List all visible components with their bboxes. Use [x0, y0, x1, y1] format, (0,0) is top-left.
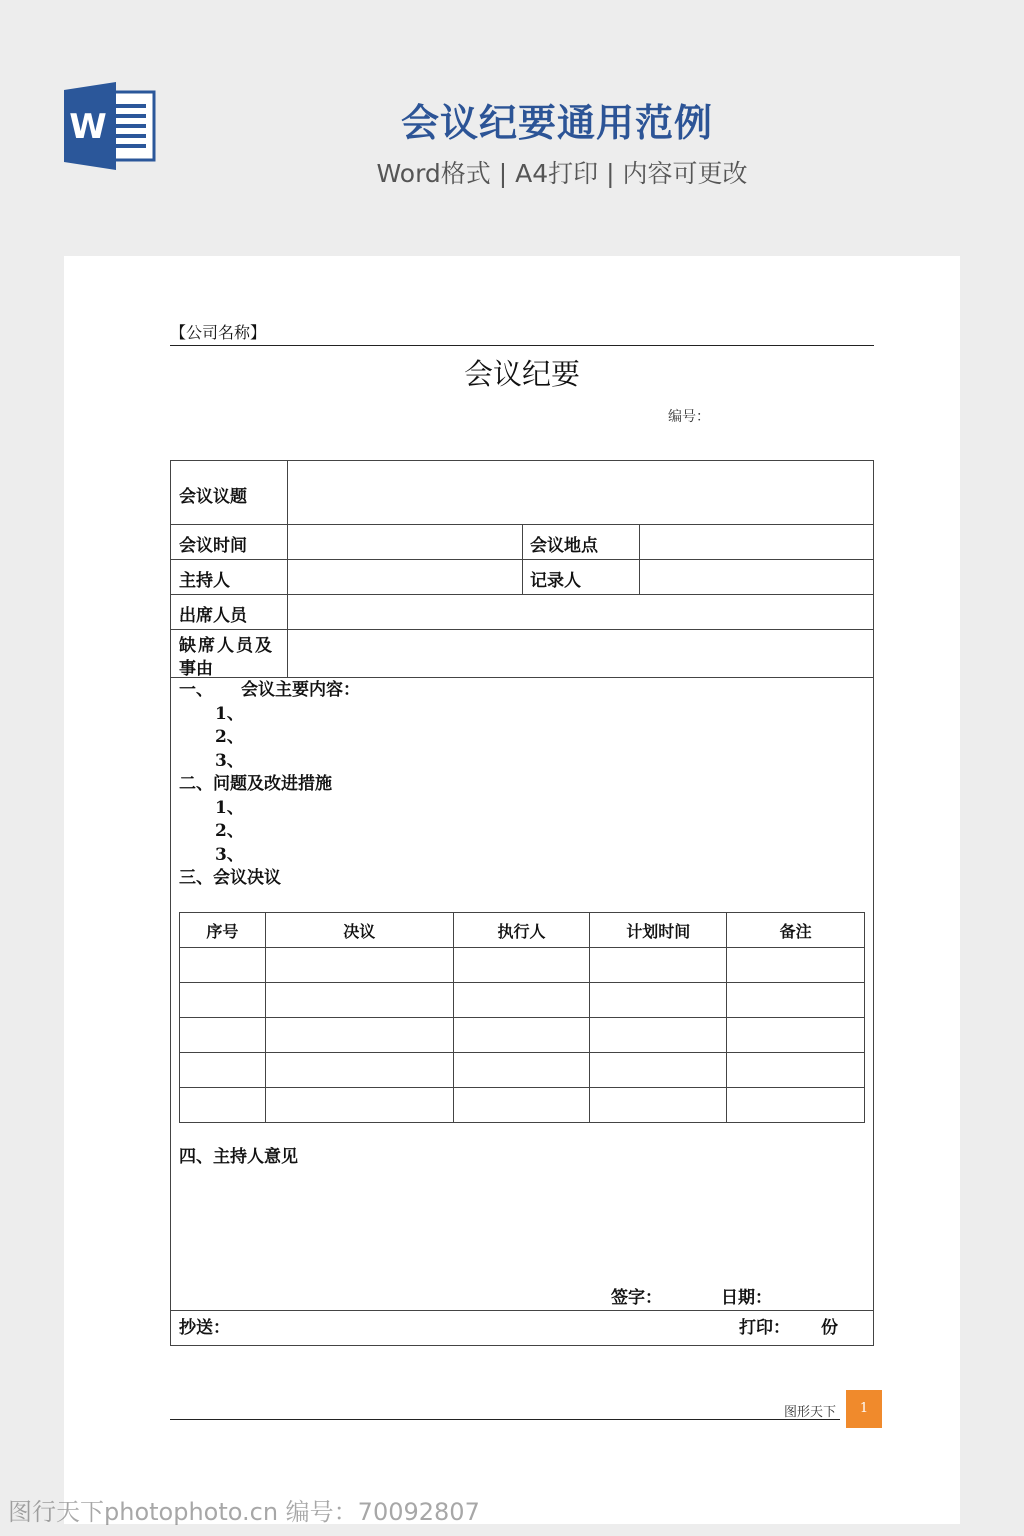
table-cell[interactable] [590, 948, 727, 983]
column-header-decision: 决议 [265, 913, 453, 948]
table-row [180, 1053, 865, 1088]
list-item: 1、 [215, 797, 244, 818]
grid-line [171, 677, 873, 678]
table-cell[interactable] [265, 1018, 453, 1053]
page-number-badge: 1 [846, 1390, 882, 1428]
company-name: 【公司名称】 [170, 323, 267, 342]
document-title: 会议纪要 [463, 357, 580, 391]
grid-line [171, 594, 873, 595]
table-cell[interactable] [180, 1053, 266, 1088]
copies-label: 份 [821, 1318, 838, 1338]
table-row [180, 948, 865, 983]
label-recorder: 记录人 [530, 571, 581, 591]
grid-line [639, 524, 640, 594]
table-cell[interactable] [590, 1053, 727, 1088]
table-cell[interactable] [180, 948, 266, 983]
list-item: 3、 [215, 750, 244, 771]
table-cell[interactable] [453, 1018, 590, 1053]
grid-line [287, 461, 288, 677]
table-cell[interactable] [727, 1018, 865, 1053]
meeting-form [170, 460, 874, 1346]
column-header-remarks: 备注 [727, 913, 865, 948]
table-row [180, 1088, 865, 1123]
column-header-executor: 执行人 [453, 913, 590, 948]
banner-subtitle: Word格式 | A4打印 | 内容可更改 [376, 159, 748, 188]
table-cell[interactable] [453, 983, 590, 1018]
label-attendees: 出席人员 [179, 606, 247, 626]
label-location: 会议地点 [530, 536, 598, 556]
list-item: 1、 [215, 703, 244, 724]
table-cell[interactable] [453, 1088, 590, 1123]
table-cell[interactable] [727, 1088, 865, 1123]
table-cell[interactable] [727, 983, 865, 1018]
section-1-heading: 会议主要内容： [241, 680, 360, 700]
table-cell[interactable] [180, 1018, 266, 1053]
table-cell[interactable] [453, 948, 590, 983]
footer-rule [170, 1419, 840, 1420]
table-cell[interactable] [453, 1053, 590, 1088]
table-cell[interactable] [727, 948, 865, 983]
section-3-heading: 三、会议决议 [179, 868, 281, 888]
table-cell[interactable] [727, 1053, 865, 1088]
column-header-planned-time: 计划时间 [590, 913, 727, 948]
list-item: 2、 [215, 727, 244, 747]
cc-label: 抄送： [179, 1318, 230, 1338]
list-item: 3、 [215, 844, 244, 865]
section-2-heading: 二、问题及改进措施 [179, 774, 332, 794]
signature-label: 签字： [611, 1288, 662, 1308]
label-absentees-reason: 事由 [179, 659, 213, 679]
label-time: 会议时间 [179, 536, 247, 556]
decision-table [179, 912, 865, 1123]
label-topic: 会议议题 [179, 487, 247, 507]
section-4-heading: 四、主持人意见 [179, 1147, 298, 1167]
logo-letter: W [69, 107, 107, 147]
label-host: 主持人 [179, 571, 230, 591]
list-item: 2、 [215, 821, 244, 841]
date-label: 日期： [721, 1288, 772, 1308]
table-cell[interactable] [265, 1053, 453, 1088]
grid-line [171, 629, 873, 630]
table-cell[interactable] [180, 983, 266, 1018]
table-cell[interactable] [265, 1088, 453, 1123]
grid-line [522, 524, 523, 594]
column-header-index: 序号 [180, 913, 266, 948]
header-rule [170, 345, 874, 346]
table-cell[interactable] [180, 1088, 266, 1123]
table-cell[interactable] [265, 983, 453, 1018]
table-cell[interactable] [265, 948, 453, 983]
table-header-row [180, 913, 865, 948]
table-row [180, 983, 865, 1018]
table-row [180, 1018, 865, 1053]
banner-title: 会议纪要通用范例 [400, 101, 713, 145]
table-cell[interactable] [590, 983, 727, 1018]
document-page [64, 256, 960, 1524]
section-1-number: 一、 [179, 680, 213, 700]
serial-number-label: 编号： [668, 409, 710, 425]
footer-brand: 图形天下 [784, 1405, 837, 1420]
print-label: 打印： [739, 1318, 790, 1338]
watermark: 图行天下photophoto.cn 编号：70092807 [8, 1498, 480, 1526]
label-absentees: 缺席人员及 [179, 636, 274, 656]
table-cell[interactable] [590, 1088, 727, 1123]
table-cell[interactable] [590, 1018, 727, 1053]
